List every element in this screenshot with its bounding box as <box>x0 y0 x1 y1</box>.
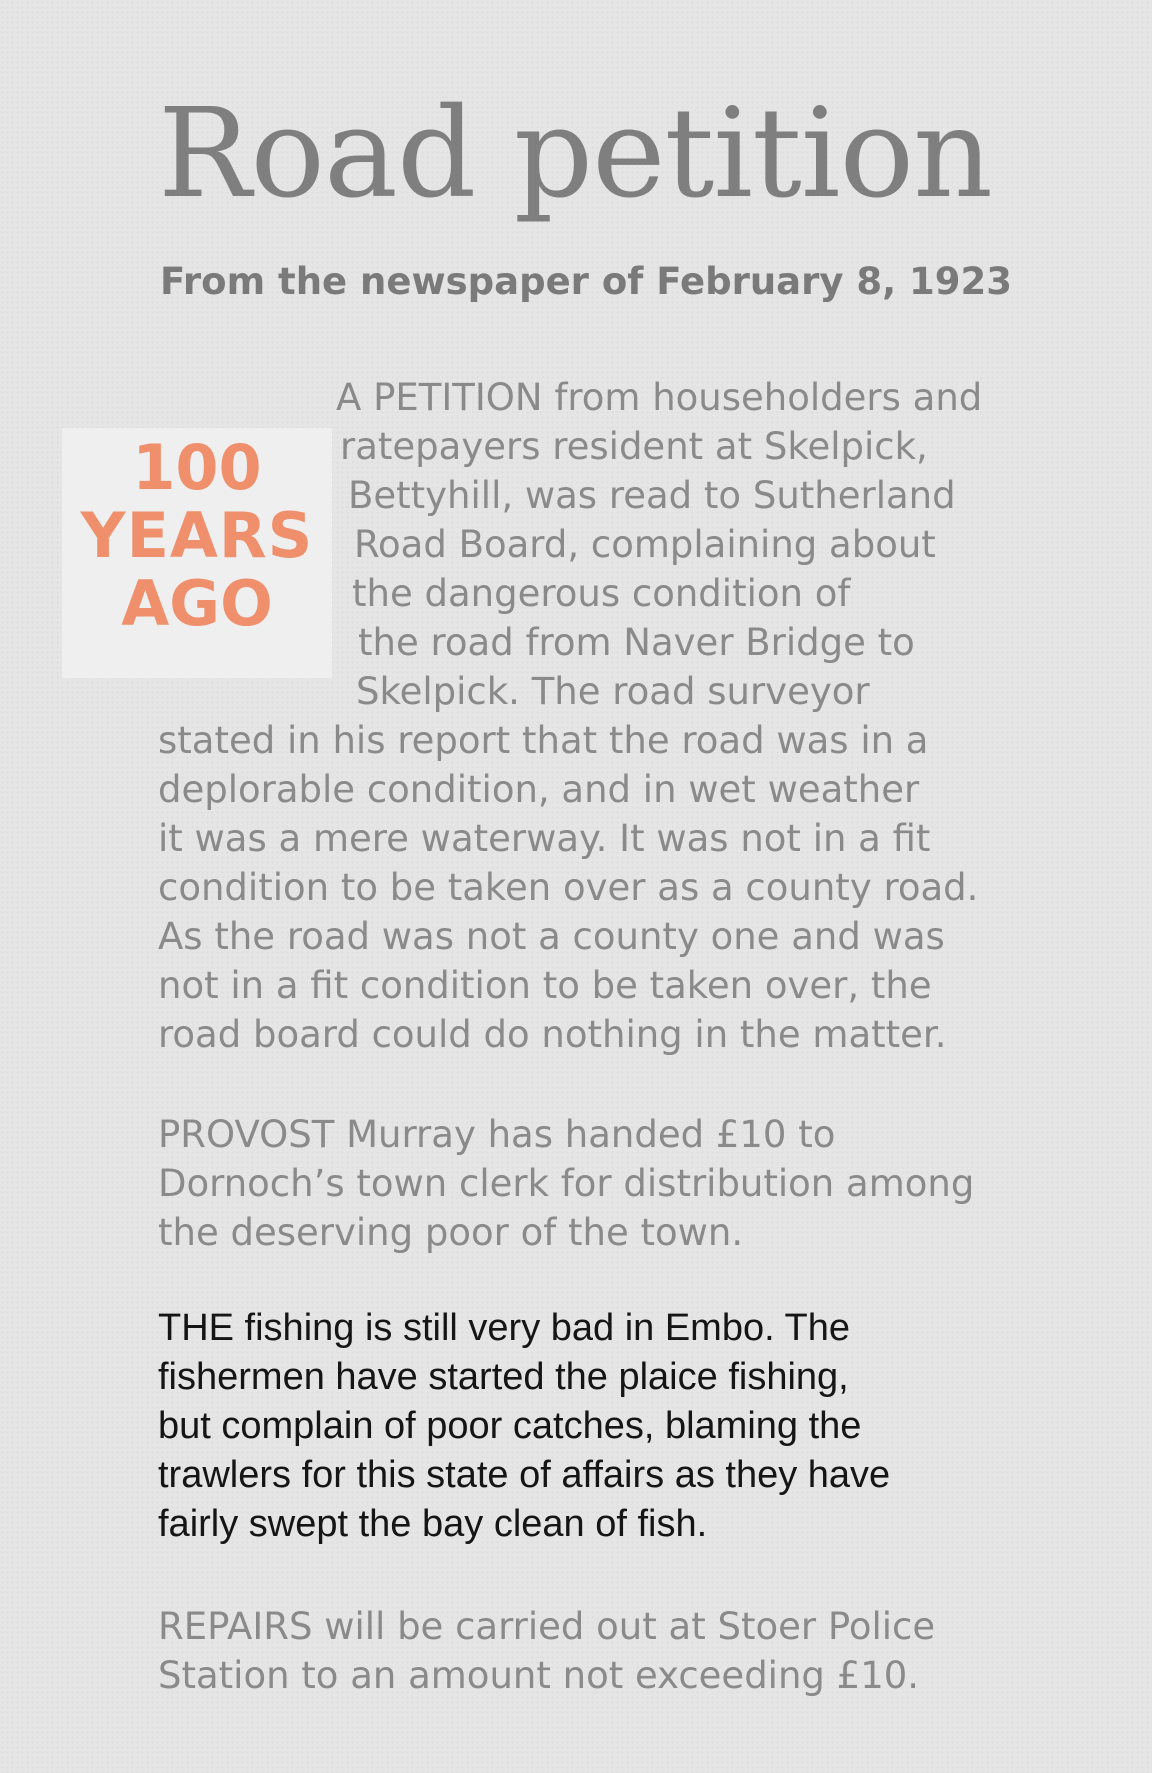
headline: Road petition <box>158 82 992 226</box>
article-line: Skelpick. The road surveyor <box>356 670 870 713</box>
article-provost <box>158 1110 1028 1257</box>
badge-line-1: 100 <box>132 431 262 504</box>
article-line: fairly swept the bay clean of fish. <box>158 1503 708 1545</box>
article-line: REPAIRS will be carried out at Stoer Police <box>158 1605 936 1648</box>
article-line: deplorable condition, and in wet weather <box>158 768 920 811</box>
article-line: but complain of poor catches, blaming the <box>158 1405 862 1447</box>
article-line: it was a mere waterway. It was not in a fit <box>158 817 931 860</box>
badge-line-3: AGO <box>121 567 273 640</box>
article-line: condition to be taken over as a county road. <box>158 866 979 909</box>
article-line: the dangerous condition of <box>352 572 851 615</box>
article-line: Bettyhill, was read to Sutherland <box>348 474 956 517</box>
article-line: ratepayers resident at Skelpick, <box>340 425 928 468</box>
article-repairs <box>158 1602 1028 1700</box>
article-road-petition <box>158 373 1028 1059</box>
article-line: As the road was not a county one and was <box>158 915 945 958</box>
article-line: Dornoch’s town clerk for distribution among <box>158 1162 975 1205</box>
article-line: PROVOST Murray has handed £10 to <box>158 1113 836 1156</box>
article-fishing <box>158 1304 1028 1549</box>
article-line: THE fishing is still very bad in Embo. The <box>158 1307 851 1349</box>
article-line: A PETITION from householders and <box>336 376 983 419</box>
badge-line-2: YEARS <box>80 499 314 572</box>
dateline: From the newspaper of February 8, 1923 <box>160 260 1013 303</box>
article-line: Road Board, complaining about <box>354 523 936 566</box>
article-line: fishermen have started the plaice fishing, <box>158 1356 849 1398</box>
article-line: trawlers for this state of affairs as they have <box>158 1454 891 1496</box>
article-line: not in a fit condition to be taken over, the <box>158 964 932 1007</box>
article-line: the deserving poor of the town. <box>158 1211 744 1254</box>
article-line: road board could do nothing in the matter. <box>158 1013 947 1056</box>
article-line: the road from Naver Bridge to <box>358 621 915 664</box>
article-line: Station to an amount not exceeding £10. <box>158 1654 920 1697</box>
article-line: stated in his report that the road was in a <box>158 719 929 762</box>
